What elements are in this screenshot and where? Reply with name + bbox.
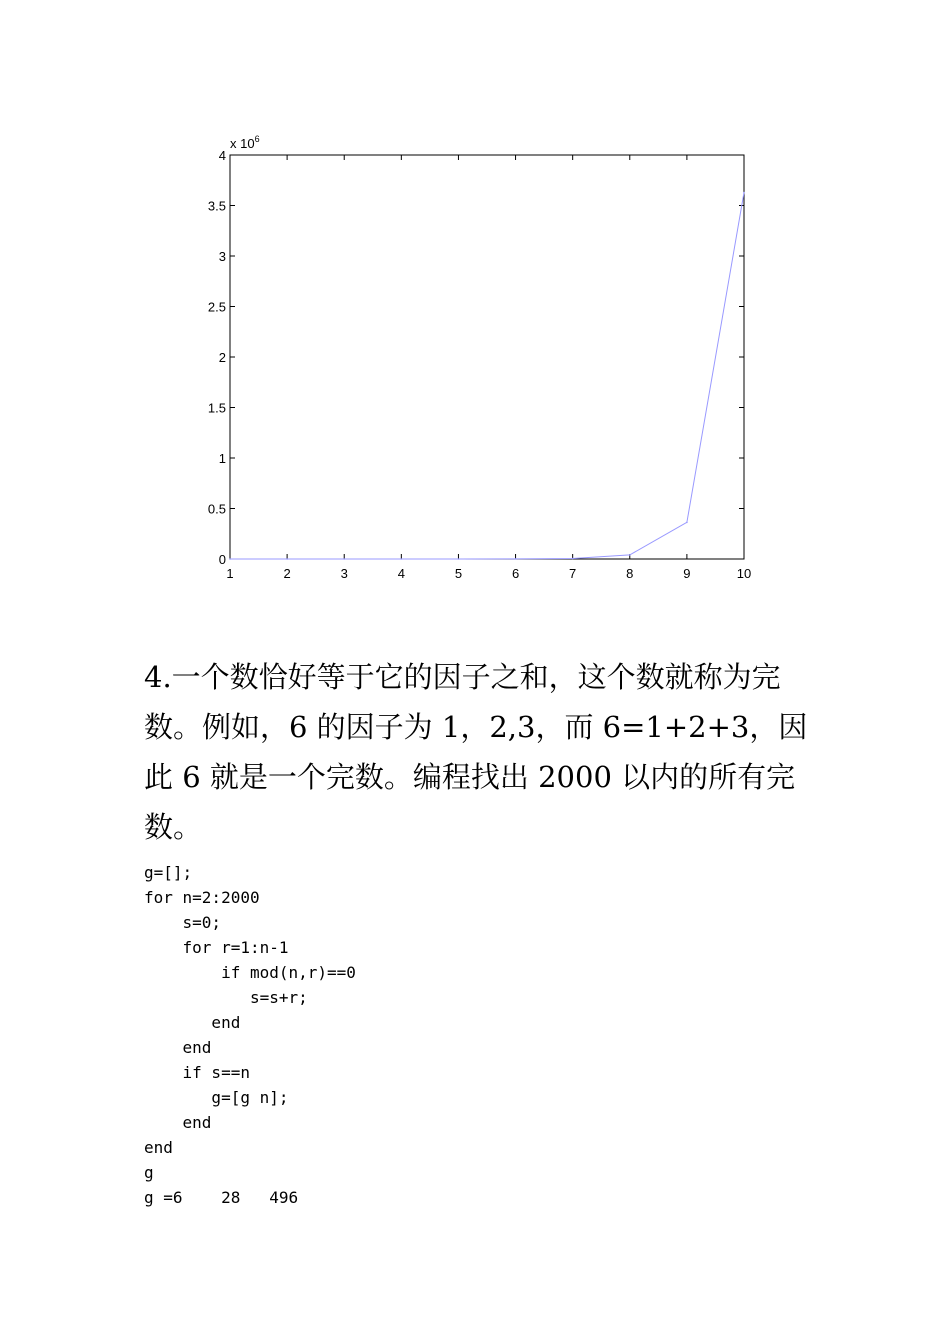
code-line: for r=1:n-1 [144, 938, 289, 957]
axis-tick-labels [208, 148, 751, 581]
axis-ticks [230, 155, 744, 559]
y-tick-label: 2.5 [207, 299, 226, 315]
y-tick-label: 4 [218, 148, 226, 163]
code-line: end [144, 1013, 241, 1032]
code-line: g [144, 1163, 154, 1182]
y-tick-label: 3.5 [207, 198, 226, 214]
series-line [230, 192, 744, 559]
data-point [686, 522, 688, 524]
data-point [286, 558, 288, 560]
y-tick-label: 3 [218, 249, 226, 264]
y-tick-label: 1.5 [207, 400, 226, 416]
exponent-label: x $10^6$ [230, 134, 260, 151]
x-tick-label: 6 [511, 566, 520, 581]
data-point [343, 558, 345, 560]
plot-frame [230, 155, 744, 559]
code-line: g=[g n]; [144, 1088, 289, 1107]
y-tick-label: 0 [218, 552, 226, 567]
data-point [515, 558, 517, 560]
x-tick-label: 1 [226, 566, 234, 581]
code-line: end [144, 1138, 173, 1157]
x-tick-label: 5 [454, 566, 463, 581]
code-line: for n=2:2000 [144, 888, 260, 907]
x-tick-label: 7 [569, 566, 577, 581]
code-line: end [144, 1113, 212, 1132]
x-tick-label: 10 [736, 566, 752, 581]
data-point [458, 558, 460, 560]
code-line: s=s+r; [144, 988, 308, 1007]
data-point [743, 192, 745, 194]
data-point [629, 554, 631, 556]
x-tick-label: 9 [683, 566, 691, 581]
data-point [229, 558, 231, 560]
data-point [572, 558, 574, 560]
series-group [229, 192, 745, 560]
code-line: s=0; [144, 913, 222, 932]
data-point [401, 558, 403, 560]
y-tick-label: 1 [218, 451, 226, 466]
code-line: end [144, 1038, 212, 1057]
x-tick-label: 4 [397, 566, 405, 581]
code-line: if mod(n,r)==0 [144, 963, 356, 982]
y-tick-label: 2 [218, 350, 226, 365]
exponent-power: 6 [254, 134, 260, 144]
code-block [144, 860, 356, 1210]
question-text: 4.一个数恰好等于它的因子之和，这个数就称为完数。例如，6 的因子为 1，2,3，而 6=1+2+3，因此 6 就是一个完数。编程找出 2000 以内的所有完数。 [144, 660, 808, 844]
x-tick-label: 2 [283, 566, 291, 581]
code-line: g=[]; [144, 863, 193, 882]
y-tick-label: 0.5 [207, 501, 226, 517]
code-line: if s==n [144, 1063, 250, 1082]
code-line: g =6 28 496 [144, 1188, 299, 1207]
line-chart [0, 0, 950, 600]
x-tick-label: 8 [626, 566, 634, 581]
x-tick-label: 3 [340, 566, 348, 581]
